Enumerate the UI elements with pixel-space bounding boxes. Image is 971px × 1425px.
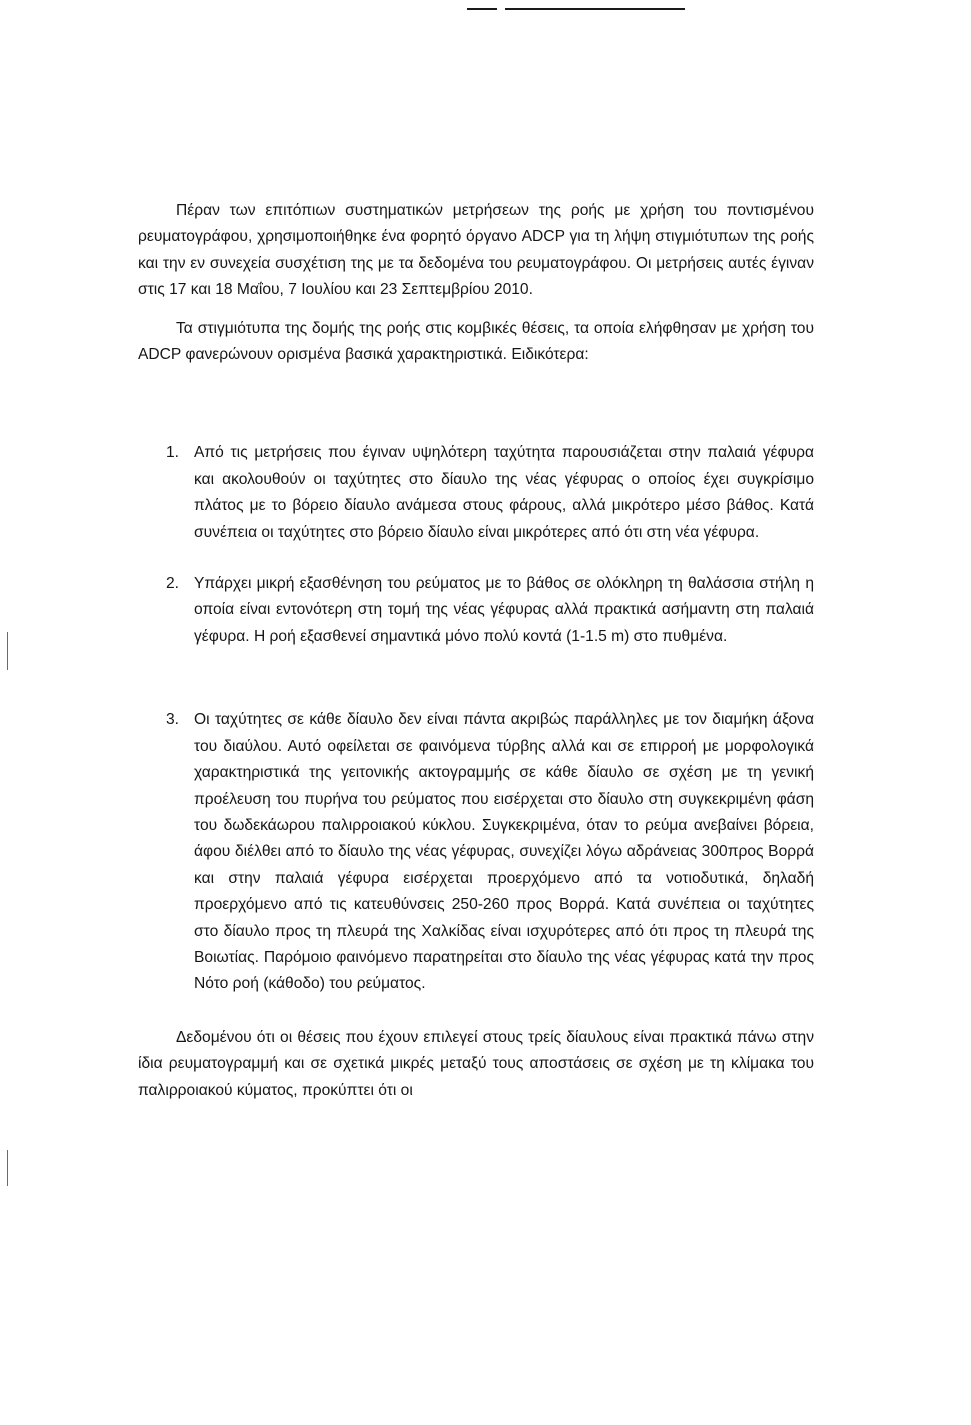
list-item-text: Υπάρχει μικρή εξασθένηση του ρεύματος με το βάθος σε ολόκληρη τη θαλάσσια στήλη η οποία είναι εντονότερη στη τομή της νέας γέφυρας αλλά πρακτικά ασήμαντη στη παλαιά γέφυρα. Η ροή εξασθενεί σημαντικά μόνο πολύ κοντά (1-1.5 m) στο πυθμένα. xyxy=(194,575,814,645)
characteristics-intro-paragraph: Τα στιγμιότυπα της δομής της ροής στις κομβικές θέσεις, τα οποία ελήφθησαν με χρήση του ADCP φανερώνουν ορισμένα βασικά χαρακτηριστικά. Ειδικότερα: xyxy=(138,319,814,364)
list-item-number: 2. xyxy=(166,575,180,593)
list-item xyxy=(138,707,814,997)
list-item-number: 3. xyxy=(166,711,180,729)
intro-paragraph: Πέραν των επιτόπιων συστηματικών μετρήσεων της ροής με χρήση του ποντισμένου ρευματογράφου, χρησιμοποιήθηκε ένα φορητό όργανο ADCP για τη λήψη στιγμιότυπων της ροής και την εν συνεχεία συσχέτιση της με τα δεδομένα του ρευματογράφου. Οι μετρήσεις αυτές έγιναν στις 17 και 18 Μαΐου, 7 Ιουλίου και 23 Σεπτεμβρίου 2010. xyxy=(138,202,814,299)
top-scan-rule-right xyxy=(505,8,685,10)
closing-paragraph: Δεδομένου ότι οι θέσεις που έχουν επιλεγεί στους τρείς δίαυλους είναι πρακτικά πάνω στην ίδια ρευματογραμμή και σε σχετικά μικρές μεταξύ τους αποστάσεις σε σχέση με τη κλίμακα του παλιρροιακού κύματος, προκύπτει ότι οι xyxy=(138,1028,814,1099)
list-item-text: Οι ταχύτητες σε κάθε δίαυλο δεν είναι πάντα ακριβώς παράλληλες με τον διαμήκη άξονα του διαύλου. Αυτό οφείλεται σε φαινόμενα τύρβης αλλά και σε επιρροή με μορφολογικά χαρακτηριστικά της γειτονικής ακτογραμμής σε κάθε δίαυλο σε σχέση με τη γενική προέλευση του πυρήνα του ρεύματος που εισέρχεται στο δίαυλο στη συγκεκριμένη φάση του δωδεκάωρου παλιρροιακού κύκλου. Συγκεκριμένα, όταν το ρεύμα ανεβαίνει βόρεια, άφου διέλθει από το δίαυλο της νέας γέφυρας, συνεχίζει λόγω αδράνειας 300προς Βορρά και στην παλαιά γέφυρα εισέρχεται προερχόμενο από τα νοτιοδυτικά, δηλαδή προερχόμενο από τις κατευθύνσεις 250-260 προς Βορρά. Κατά συνέπεια οι ταχύτητες στο δίαυλο προς τη πλευρά της Χαλκίδας είναι ισχυρότερες από ότι προς τη πλευρά της Βοιωτίας. Παρόμοιο φαινόμενο παρατηρείται στο δίαυλο της νέας γέφυρας κατά την προς Νότο ροή (κάθοδο) του ρεύματος. xyxy=(194,711,814,993)
findings-list xyxy=(138,440,814,997)
margin-scan-mark xyxy=(7,1150,8,1186)
list-item xyxy=(138,571,814,650)
list-item xyxy=(138,440,814,546)
document-page xyxy=(138,198,814,1104)
top-scan-rule-left xyxy=(467,8,497,10)
list-item-text: Από τις μετρήσεις που έγιναν υψηλότερη ταχύτητα παρουσιάζεται στην παλαιά γέφυρα και ακολουθούν οι ταχύτητες στο δίαυλο της νέας γέφυρας ο οποίος έχει συγκρίσιμο πλάτος με το βόρειο δίαυλο ανάμεσα στους φάρους, αλλά μικρότερο μέσο βάθος. Κατά συνέπεια οι ταχύτητες στο βόρειο δίαυλο είναι μικρότερες από ότι στη νέα γέφυρα. xyxy=(194,444,814,541)
list-item-number: 1. xyxy=(166,444,180,462)
margin-scan-mark xyxy=(7,632,8,670)
